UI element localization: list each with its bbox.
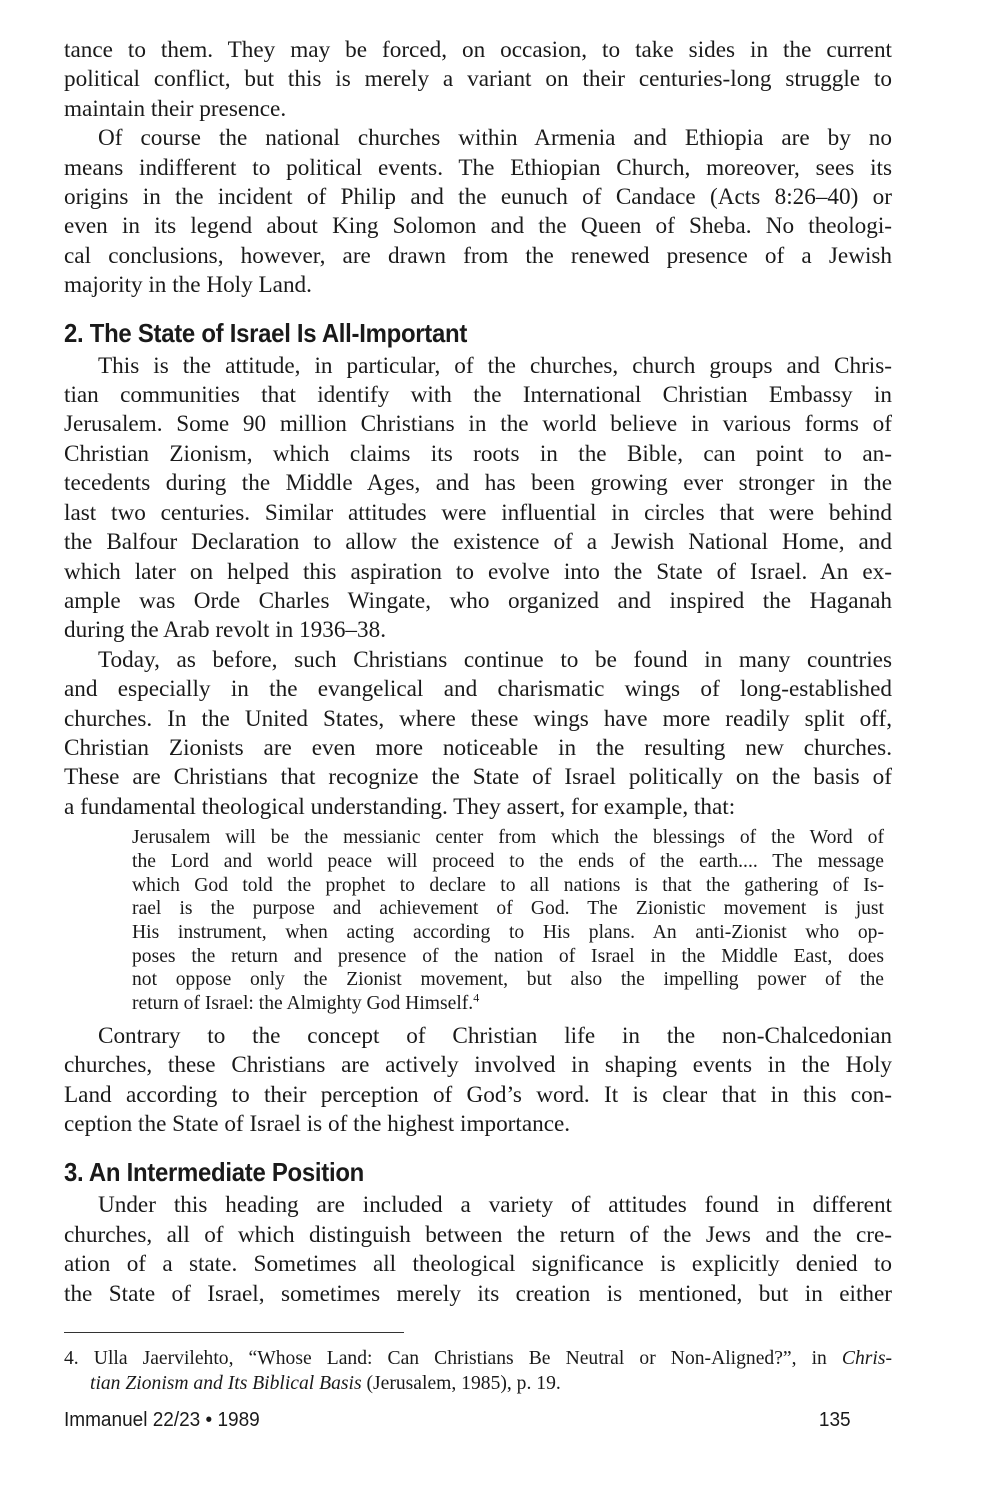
text-line: last two centuries. Similar attitudes were influential in circles that were behind (64, 499, 892, 526)
quote-line: His instrument, when acting according to His plans. An anti-Zionist who op- (132, 921, 884, 943)
quote-line: poses the return and presence of the nation of Israel in the Middle East, does (132, 945, 884, 967)
text-line: Of course the national churches within Armenia and Ethiopia are by no (98, 125, 892, 152)
section-heading-state-of-israel: 2. The State of Israel Is All-Important (64, 317, 468, 348)
text-line: political conflict, but this is merely a variant on their centuries-long struggle to (64, 66, 892, 93)
text-line: Land according to their perception of God’s word. It is clear that in this con- (64, 1081, 892, 1108)
paragraph-christian-zionism (64, 352, 892, 646)
text-line: origins in the incident of Philip and the eunuch of Candace (Acts 8:26–40) or (64, 184, 892, 211)
footnote-divider (64, 1332, 404, 1333)
text-line: tecedents during the Middle Ages, and has been growing ever stronger in the (64, 470, 892, 497)
text-line: ation of a state. Sometimes all theological significance is explicitly denied to (64, 1251, 892, 1278)
text-line: ception the State of Israel is of the highest importance. (64, 1111, 571, 1137)
footnote-reference[interactable]: 4 (473, 990, 480, 1005)
text-line: the State of Israel, sometimes merely its creation is mentioned, but in either (64, 1280, 892, 1307)
footnote-number: 4. (64, 1348, 79, 1370)
text-line: a fundamental theological understanding. They assert, for example, that: (64, 793, 736, 820)
text-line: tance to them. They may be forced, on occasion, to take sides in the current (64, 37, 892, 63)
document-page (64, 36, 892, 1396)
footnote-book-title: tian Zionism and Its Biblical Basis (90, 1373, 362, 1395)
quote-line-last (132, 992, 884, 1016)
paragraph-national-churches (64, 124, 892, 300)
text-line: ample was Orde Charles Wingate, who organized and inspired the Haganah (64, 587, 892, 614)
text-line: Christian Zionism, which claims its roots in the Bible, can point to an- (64, 440, 892, 467)
text-line: and especially in the evangelical and charismatic wings of long-established (64, 676, 892, 703)
text-line: even in its legend about King Solomon and the Queen of Sheba. No theologi- (64, 213, 892, 240)
text-line: churches. In the United States, where these wings have more readily split off, (64, 705, 892, 732)
footnote-text: Ulla Jaervilehto, “Whose Land: Can Christians Be Neutral or Non-Aligned?”, in (93, 1348, 842, 1370)
continuation-paragraph (64, 36, 892, 124)
quote-text: return of Israel: the Almighty God Himself. (132, 993, 474, 1015)
text-line: majority in the Holy Land. (64, 272, 312, 299)
text-line: which later on helped this aspiration to evolve into the State of Israel. An ex- (64, 558, 892, 585)
paragraph-under-this-heading (64, 1191, 892, 1309)
page-footer (64, 1409, 851, 1432)
section-heading-intermediate-position: 3. An Intermediate Position (64, 1157, 365, 1188)
text-line: cal conclusions, however, are drawn from the renewed presence of a Jewish (64, 242, 892, 269)
text-line: churches, these Christians are actively involved in shaping events in the Holy (64, 1052, 892, 1079)
footnote-book-title: Chris- (841, 1348, 892, 1370)
footnote-4 (64, 1346, 892, 1396)
text-line: These are Christians that recognize the State of Israel politically on the basis of (64, 764, 892, 791)
quote-line: rael is the purpose and achievement of God. The Zionistic movement is just (132, 898, 884, 920)
block-quote (132, 826, 884, 1016)
footnote-line (64, 1371, 892, 1396)
text-line: Christian Zionists are even more noticeable in the resulting new churches. (64, 734, 892, 761)
text-line: Under this heading are included a variety of attitudes found in different (98, 1192, 892, 1219)
journal-citation: Immanuel 22/23 • 1989 (64, 1409, 260, 1431)
text-line: during the Arab revolt in 1936–38. (64, 617, 386, 644)
text-line: churches, all of which distinguish between the return of the Jews and the cre- (64, 1221, 892, 1248)
text-line: the Balfour Declaration to allow the existence of a Jewish National Home, and (64, 529, 892, 556)
page-number: 135 (818, 1409, 851, 1431)
footnote-text: (Jerusalem, 1985), p. 19. (361, 1373, 561, 1395)
text-line: maintain their presence. (64, 95, 287, 122)
paragraph-today-as-before (64, 646, 892, 822)
quote-line: not oppose only the Zionist movement, but also the impelling power of the (132, 969, 884, 991)
text-line: This is the attitude, in particular, of the churches, church groups and Chris- (98, 352, 892, 379)
quote-line: Jerusalem will be the messianic center from which the blessings of the Word of (132, 827, 884, 849)
text-line: tian communities that identify with the International Christian Embassy in (64, 382, 892, 409)
text-line: Contrary to the concept of Christian life in the non-Chalcedonian (98, 1022, 892, 1049)
quote-line: which God told the prophet to declare to all nations is that the gathering of Is- (132, 874, 884, 896)
paragraph-contrary (64, 1022, 892, 1140)
text-line: Today, as before, such Christians continue to be found in many countries (98, 646, 892, 673)
quote-line: the Lord and world peace will proceed to the ends of the earth.... The message (132, 850, 884, 872)
text-line: means indifferent to political events. The Ethiopian Church, moreover, sees its (64, 154, 892, 181)
footnote-line (64, 1346, 892, 1371)
text-line: Jerusalem. Some 90 million Christians in the world believe in various forms of (64, 411, 892, 438)
